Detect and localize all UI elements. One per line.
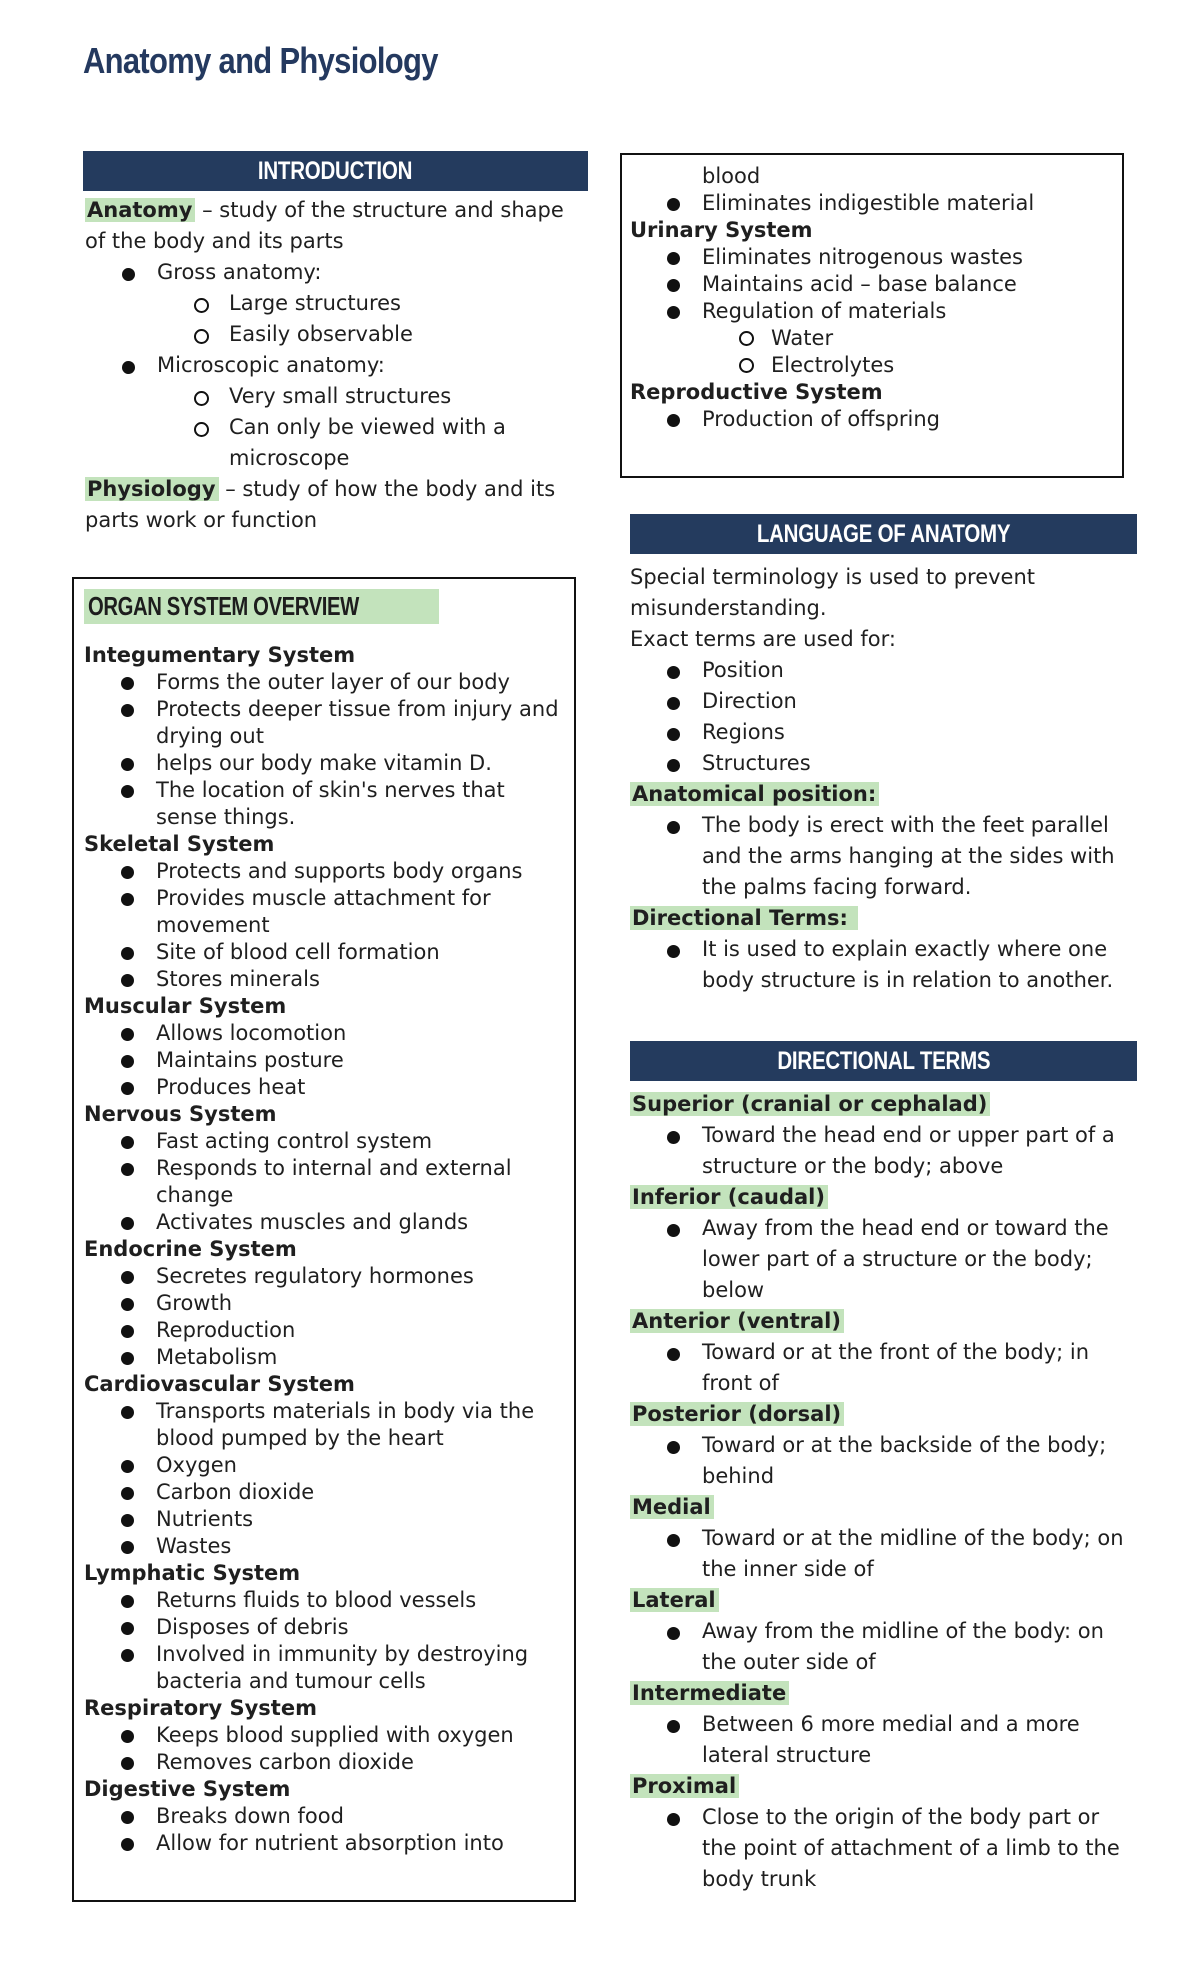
physiology-term: Physiology [85,477,219,501]
directional-term: Intermediate [630,1681,789,1705]
directional-term: Medial [630,1495,714,1519]
list-item: Forms the outer layer of our body [84,669,566,696]
system-name: Reproductive System [630,380,883,404]
list-item: The location of skin's nerves that sense things. [84,777,566,831]
language-exact-terms: Exact terms are used for: [630,627,896,651]
directional-term: Anterior (ventral) [630,1309,844,1333]
system-name: Skeletal System [84,832,275,856]
anatomical-position-term: Anatomical position: [630,782,879,806]
list-item: Large structures [85,288,588,319]
list-item: Regions [630,717,1137,748]
system-name: Nervous System [84,1102,277,1126]
directional-section [630,1041,1137,1895]
list-item: Growth [84,1290,566,1317]
directional-list [630,1089,1137,1895]
list-item: Direction [630,686,1137,717]
organ-system-list [84,642,566,1857]
list-item: Protects and supports body organs [84,858,566,885]
organ-system-box [72,577,576,1902]
list-item: Secretes regulatory hormones [84,1263,566,1290]
list-item: Nutrients [84,1506,566,1533]
list-item: Toward or at the backside of the body; behind [630,1430,1137,1492]
list-item: Toward or at the midline of the body; on the inner side of [630,1523,1137,1585]
list-item: Produces heat [84,1074,566,1101]
list-item: Water [630,325,1114,352]
introduction-heading: INTRODUCTION [83,151,588,191]
anatomy-term: Anatomy [85,198,195,222]
list-item: Toward the head end or upper part of a structure or the body; above [630,1120,1137,1182]
list-item: Metabolism [84,1344,566,1371]
directional-terms-term: Directional Terms: [630,906,858,930]
list-item: Returns fluids to blood vessels [84,1587,566,1614]
list-item: Disposes of debris [84,1614,566,1641]
list-item: Easily observable [85,319,588,350]
directional-term: Lateral [630,1588,719,1612]
physiology-definition: Physiology – study of how the body and its parts work or function [85,477,556,532]
directional-heading: DIRECTIONAL TERMS [630,1041,1137,1081]
list-item: Transports materials in body via the blood pumped by the heart [84,1398,566,1452]
list-item: helps our body make vitamin D. [84,750,566,777]
system-name: Digestive System [84,1777,291,1801]
system-name: Lymphatic System [84,1561,301,1585]
system-name: Muscular System [84,994,287,1018]
language-section [630,514,1137,996]
system-name: Urinary System [630,218,813,242]
list-item: Reproduction [84,1317,566,1344]
list-item: Close to the origin of the body part or the point of attachment of a limb to the body trunk [630,1802,1137,1895]
language-heading: LANGUAGE OF ANATOMY [630,514,1137,554]
system-name: Integumentary System [84,643,356,667]
list-item: Activates muscles and glands [84,1209,566,1236]
list-item: It is used to explain exactly where one body structure is in relation to another. [630,934,1137,996]
list-item: Away from the midline of the body: on the outer side of [630,1616,1137,1678]
page-title: Anatomy and Physiology [83,40,438,81]
list-item-continued: blood [702,164,761,188]
system-name: Cardiovascular System [84,1372,355,1396]
list-item: Regulation of materials [630,298,1114,325]
list-item: Structures [630,748,1137,779]
directional-term: Posterior (dorsal) [630,1402,844,1426]
list-item: Stores minerals [84,966,566,993]
directional-term: Superior (cranial or cephalad) [630,1092,990,1116]
list-item: Breaks down food [84,1803,566,1830]
list-item: Involved in immunity by destroying bacteria and tumour cells [84,1641,566,1695]
list-item: Production of offspring [630,406,1114,433]
language-intro: Special terminology is used to prevent misunderstanding. [630,565,1036,620]
list-item: Allow for nutrient absorption into [84,1830,566,1857]
list-item: Responds to internal and external change [84,1155,566,1209]
list-item: Microscopic anatomy: [85,350,588,381]
list-item: Toward or at the front of the body; in front of [630,1337,1137,1399]
introduction-section [83,151,588,536]
list-item: Between 6 more medial and a more lateral structure [630,1709,1137,1771]
list-item: Removes carbon dioxide [84,1749,566,1776]
organ-system-continued-box [620,153,1124,478]
list-item: Eliminates indigestible material [630,190,1114,217]
system-name: Endocrine System [84,1237,297,1261]
list-item: Gross anatomy: [85,257,588,288]
system-name: Respiratory System [84,1696,317,1720]
organ-system-heading: ORGAN SYSTEM OVERVIEW [84,589,439,624]
list-item: Maintains posture [84,1047,566,1074]
list-item: Carbon dioxide [84,1479,566,1506]
list-item: The body is erect with the feet parallel and the arms hanging at the sides with the palms facing forward. [630,810,1137,903]
list-item: Oxygen [84,1452,566,1479]
directional-term: Proximal [630,1774,739,1798]
list-item: Can only be viewed with a microscope [85,412,588,474]
list-item: Protects deeper tissue from injury and drying out [84,696,566,750]
list-item: Position [630,655,1137,686]
list-item: Very small structures [85,381,588,412]
directional-term: Inferior (caudal) [630,1185,828,1209]
list-item: Eliminates nitrogenous wastes [630,244,1114,271]
list-item: Maintains acid – base balance [630,271,1114,298]
list-item: Allows locomotion [84,1020,566,1047]
list-item: Wastes [84,1533,566,1560]
list-item: Away from the head end or toward the lower part of a structure or the body; below [630,1213,1137,1306]
list-item: Provides muscle attachment for movement [84,885,566,939]
list-item: Electrolytes [630,352,1114,379]
anatomy-definition: Anatomy – study of the structure and shape of the body and its parts [85,198,564,253]
list-item: Site of blood cell formation [84,939,566,966]
list-item: Keeps blood supplied with oxygen [84,1722,566,1749]
list-item: Fast acting control system [84,1128,566,1155]
